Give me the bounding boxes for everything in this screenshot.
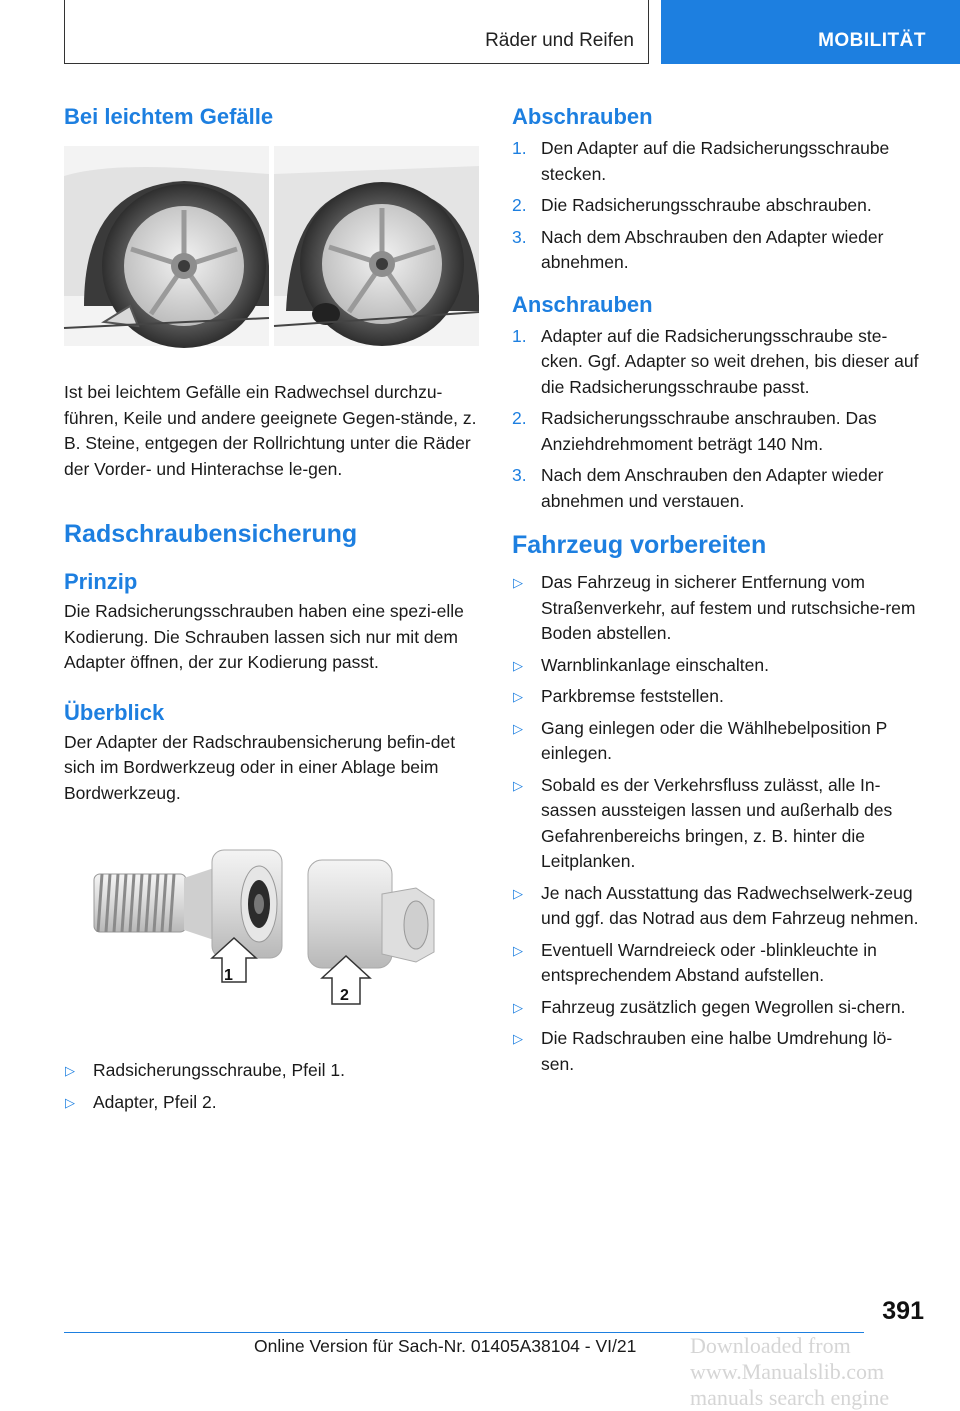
paragraph-overview: Der Adapter der Radschraubensicherung befin-det sich im Bordwerkzeug oder in einer Ablage beim Bordwerkzeug.	[64, 731, 456, 803]
wheel-chock-illustration	[64, 146, 479, 346]
header-chapter-label: MOBILITÄT	[818, 30, 926, 51]
rear-wheel-panel	[274, 146, 479, 346]
heading-prepare-vehicle: Fahrzeug vorbereiten	[512, 531, 767, 559]
heading-unscrew: Abschrauben	[512, 104, 653, 129]
bullet-triangle-icon: ▷	[513, 1031, 523, 1046]
wheel-chock-svg	[64, 146, 479, 346]
heading-overview: Überblick	[64, 699, 165, 725]
bullet-triangle-icon: ▷	[513, 777, 523, 793]
list-item: ▷ Die Radschrauben eine halbe Umdrehung lö-sen.	[513, 1028, 893, 1074]
arrow-1-label: 1	[224, 967, 233, 984]
list-item: ▷ Adapter, Pfeil 2.	[64, 1090, 479, 1116]
screw-on-steps	[512, 324, 924, 515]
list-item: 1. Adapter auf die Radsicherungsschraube ste-cken. Ggf. Adapter so weit drehen, bis dieser auf die Radsicherungsschraube passt.	[512, 325, 919, 397]
heading-principle: Prinzip	[64, 569, 138, 594]
adapter	[308, 860, 434, 968]
paragraph-principle: Die Radsicherungsschrauben haben eine spezi-elle Kodierung. Die Schrauben lassen sich nur mit dem Adapter öffnen, der zur Kodierung passt.	[64, 601, 464, 672]
list-item: ▷ Eventuell Warndreieck oder -blinkleuchte in entsprechendem Abstand aufstellen.	[513, 939, 877, 985]
arrow-2-label: 2	[340, 987, 349, 1004]
list-item: ▷ Gang einlegen oder die Wählhebelposition P einlegen.	[513, 717, 888, 763]
list-item: 2. Radsicherungsschraube anschrauben. Das Anziehdrehmoment beträgt 140 Nm.	[512, 408, 877, 454]
bullet-triangle-icon: ▷	[513, 942, 523, 958]
bullet-triangle-icon: ▷	[513, 689, 523, 704]
figure-legend-list	[64, 1058, 479, 1115]
prepare-vehicle-list	[512, 570, 924, 1077]
list-item: 1. Den Adapter auf die Radsicherungsschraube stecken.	[512, 138, 890, 184]
footer-version-text: Online Version für Sach-Nr. 01405A38104 - VI/21	[254, 1336, 637, 1356]
watermark-text: Downloaded from www.Manualslib.com manuals search engine	[690, 1333, 890, 1410]
header-chapter-tab	[661, 0, 960, 64]
list-item: ▷ Radsicherungsschraube, Pfeil 1.	[64, 1058, 479, 1084]
list-item: 2. Die Radsicherungsschraube abschrauben.	[512, 195, 872, 215]
list-item: 3. Nach dem Anschrauben den Adapter wieder abnehmen und verstauen.	[512, 465, 884, 511]
list-item: ▷ Das Fahrzeug in sicherer Entfernung vom Straßenverkehr, auf festem und rutschsiche-rem Boden abstellen.	[513, 572, 916, 643]
bullet-triangle-icon: ▷	[65, 1063, 75, 1078]
left-column	[64, 100, 479, 1121]
bolt-adapter-svg	[64, 830, 479, 1030]
right-column	[512, 100, 924, 1083]
lock-bolt-adapter-illustration	[64, 830, 479, 1030]
unscrew-steps	[512, 136, 924, 276]
bullet-triangle-icon: ▷	[513, 999, 523, 1015]
list-item: 3. Nach dem Abschrauben den Adapter wieder abnehmen.	[512, 226, 884, 272]
bullet-triangle-icon: ▷	[513, 575, 523, 590]
heading-slope: Bei leichtem Gefälle	[64, 104, 274, 129]
header-section-title: Räder und Reifen	[485, 30, 634, 51]
bullet-triangle-icon: ▷	[513, 885, 523, 901]
list-item: ▷ Sobald es der Verkehrsfluss zulässt, alle In-sassen aussteigen lassen und außerhalb des Gefahrenbereichs bringen, z. B. hinter die Leitplanken.	[513, 774, 893, 871]
lock-bolt	[94, 850, 282, 958]
heading-screw-on: Anschrauben	[512, 291, 653, 317]
front-wheel-panel	[64, 146, 269, 348]
heading-wheel-lock: Radschraubensicherung	[64, 520, 358, 548]
paragraph-slope: Ist bei leichtem Gefälle ein Radwechsel durchzu-führen, Keile und andere geeignete Gegen-stände, z. B. Steine, entgegen der Rollrichtung unter die Räder der Vorder- und Hinterachse le-gen.	[64, 382, 477, 479]
bullet-triangle-icon: ▷	[513, 657, 523, 673]
header-section-box	[64, 0, 649, 64]
list-item: ▷ Warnblinkanlage einschalten.	[512, 653, 924, 679]
list-item: ▷ Fahrzeug zusätzlich gegen Wegrollen si-chern.	[512, 995, 924, 1021]
list-item: ▷ Je nach Ausstattung das Radwechselwerk-zeug und ggf. das Notrad aus dem Fahrzeug nehmen.	[513, 882, 919, 928]
bullet-triangle-icon: ▷	[513, 720, 523, 736]
list-item: ▷ Parkbremse feststellen.	[512, 684, 924, 710]
page-number: 391	[882, 1297, 924, 1325]
bullet-triangle-icon: ▷	[65, 1094, 75, 1110]
